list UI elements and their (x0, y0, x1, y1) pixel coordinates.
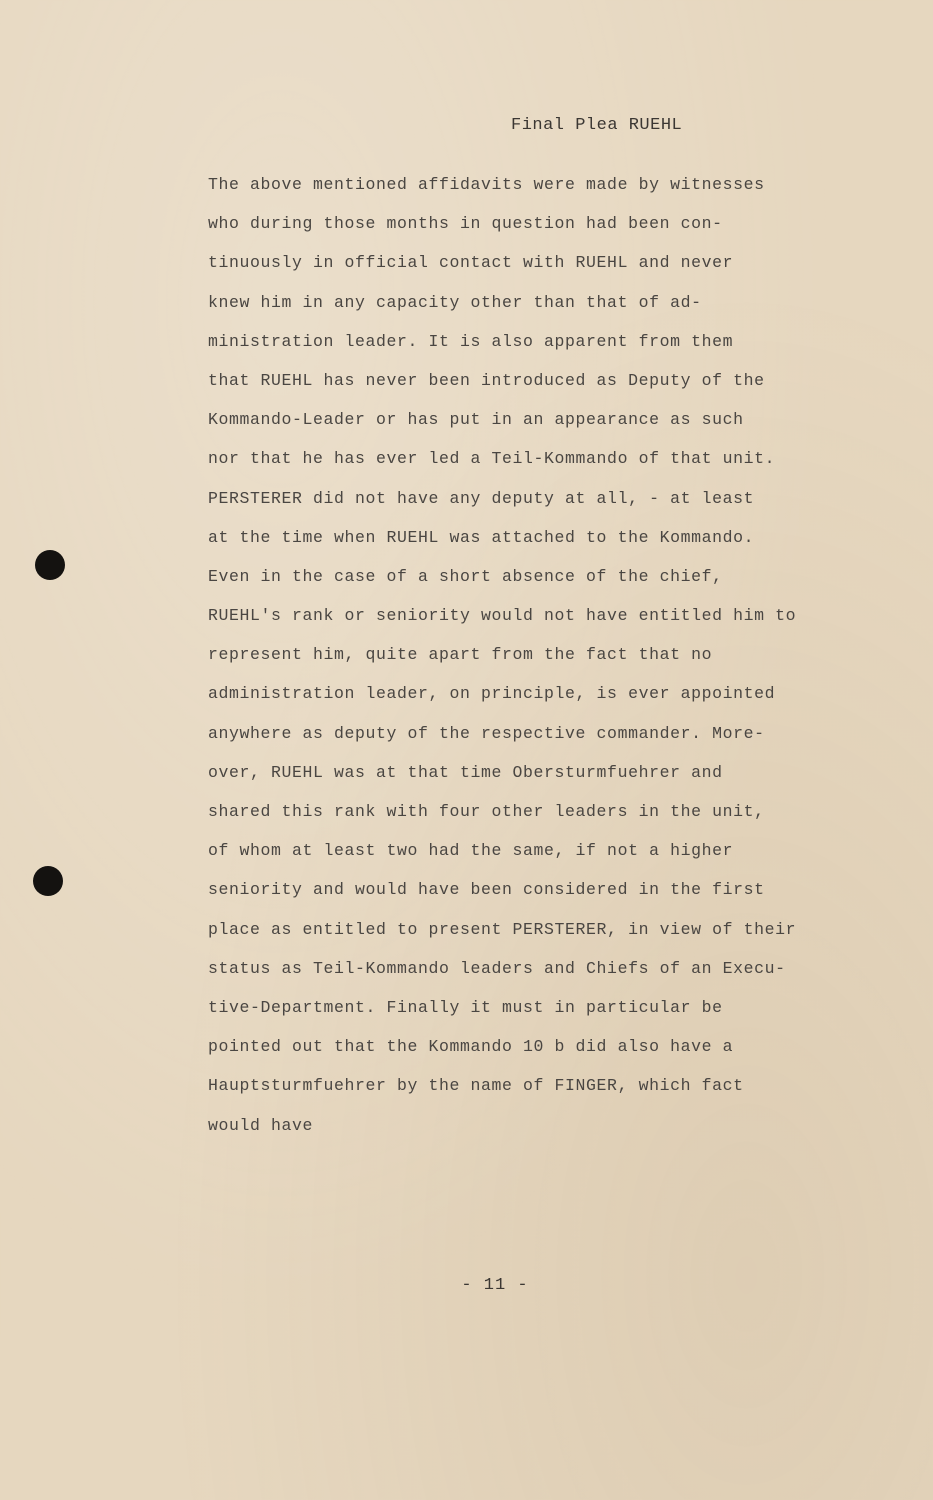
text-line: knew him in any capacity other than that of ad- (208, 292, 702, 312)
text-line: administration leader, on principle, is ever appointed (208, 684, 776, 704)
text-line: Hauptsturmfuehrer by the name of FINGER, which fact (208, 1076, 744, 1096)
document-body (208, 172, 888, 1152)
text-line: shared this rank with four other leaders in the unit, (208, 802, 765, 821)
punch-hole-bottom (33, 866, 63, 896)
punch-hole-top (35, 550, 65, 580)
text-line: Even in the case of a short absence of the chief, (208, 566, 723, 586)
text-line: over, RUEHL was at that time Obersturmfuehrer and (208, 762, 723, 782)
text-line: of whom at least two had the same, if not a higher (208, 841, 734, 861)
page-header: Final Plea RUEHL (511, 116, 683, 135)
text-line: pointed out that the Kommando 10 b did also have a (208, 1037, 734, 1057)
text-line: represent him, quite apart from the fact that no (208, 645, 713, 665)
text-line: nor that he has ever led a Teil-Kommando of that unit. (208, 449, 776, 469)
text-line: Kommando-Leader or has put in an appearance as such (208, 410, 744, 430)
page-number: - 11 - (461, 1276, 529, 1295)
text-line: place as entitled to present PERSTERER, in view of their (208, 919, 797, 939)
text-line: status as Teil-Kommando leaders and Chiefs of an Execu- (208, 958, 786, 978)
text-line: The above mentioned affidavits were made by witnesses (208, 175, 765, 194)
text-line: tive-Department. Finally it must in particular be (208, 997, 723, 1017)
text-line: at the time when RUEHL was attached to the Kommando. (208, 527, 755, 547)
text-line: who during those months in question had been con- (208, 214, 723, 234)
text-line: ministration leader. It is also apparent from them (208, 331, 734, 351)
text-line: tinuously in official contact with RUEHL and never (208, 253, 734, 273)
text-line: that RUEHL has never been introduced as Deputy of the (208, 370, 765, 390)
text-line: RUEHL's rank or seniority would not have entitled him to (208, 606, 797, 626)
text-line: seniority and would have been considered in the first (208, 880, 765, 900)
text-line: PERSTERER did not have any deputy at all, - at least (208, 488, 755, 508)
text-line: would have (208, 1115, 314, 1135)
text-line: anywhere as deputy of the respective commander. More- (208, 723, 765, 743)
